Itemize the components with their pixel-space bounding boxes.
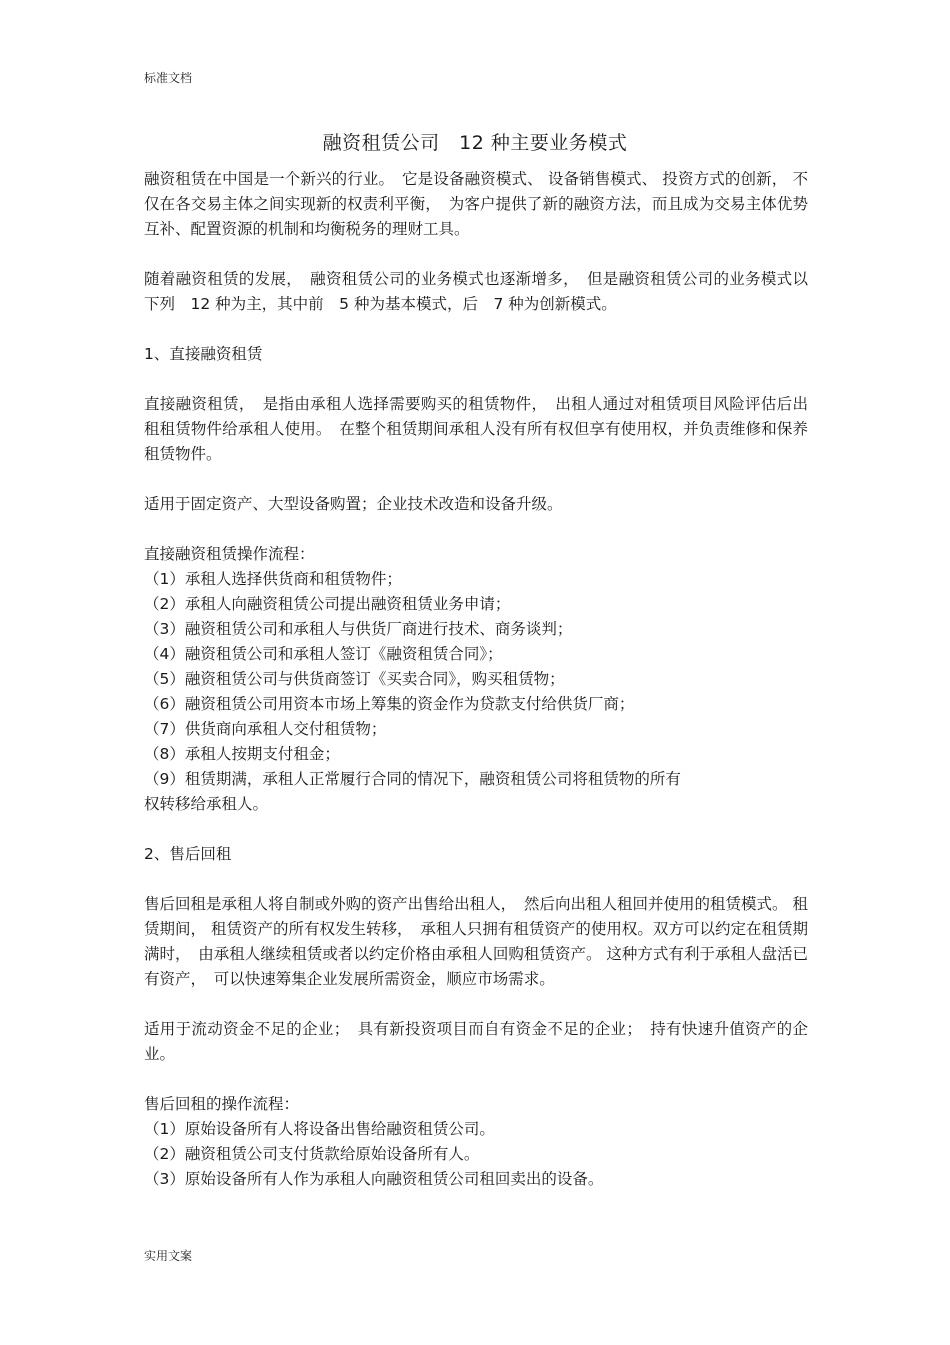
step-item bbox=[144, 1142, 808, 1167]
step-label: （1） bbox=[144, 1120, 185, 1138]
step-label: （3） bbox=[144, 620, 185, 638]
step-item bbox=[144, 692, 808, 717]
step-item bbox=[144, 667, 808, 692]
step-item bbox=[144, 717, 808, 742]
footer-note: 实用文案 bbox=[144, 1249, 193, 1263]
section-2-process-title: 售后回租的操作流程： bbox=[144, 1095, 300, 1113]
section-1-definition: 直接融资租赁， 是指由承租人选择需要购买的租赁物件， 出租人通过对租赁项目风险评估后出租租赁物件给承租人使用。 在整个租赁期间承租人没有所有权但享有使用权，并负责维修和保养租赁物件。 bbox=[144, 395, 808, 463]
step-text: 原始设备所有人将设备出售给融资租赁公司。 bbox=[184, 1120, 495, 1138]
section-2-definition: 售后回租是承租人将自制或外购的资产出售给出租人， 然后向出租人租回并使用的租赁模式。 租赁期间， 租赁资产的所有权发生转移， 承租人只拥有租赁资产的使用权。双方可以约定在租赁期满时， 由承租人继续租赁或者以约定价格由承租人回购租赁资产。 这种方式有利于承租人盘活已有资产， 可以快速筹集企业发展所需资金，顺应市场需求。 bbox=[144, 895, 808, 988]
step-item bbox=[144, 592, 808, 617]
section-2-applicable: 适用于流动资金不足的企业； 具有新投资项目而自有资金不足的企业； 持有快速升值资产的企业。 bbox=[144, 1020, 808, 1063]
step-item bbox=[144, 1167, 808, 1192]
step-text: 融资租赁公司支付货款给原始设备所有人。 bbox=[184, 1145, 480, 1163]
step-text: 租赁期满，承租人正常履行合同的情况下，融资租赁公司将租赁物的所有 bbox=[184, 770, 681, 788]
step-label: （8） bbox=[144, 745, 185, 763]
step-9-continuation: 权转移给承租人。 bbox=[144, 795, 269, 813]
step-label: （7） bbox=[144, 720, 185, 738]
step-text: 融资租赁公司与供货商签订《买卖合同》，购买租赁物； bbox=[184, 670, 565, 688]
step-text: 融资租赁公司用资本市场上筹集的资金作为贷款支付给供货厂商； bbox=[184, 695, 635, 713]
intro-paragraph-1: 融资租赁在中国是一个新兴的行业。 它是设备融资模式、 设备销售模式、 投资方式的创新， 不仅在各交易主体之间实现新的权责利平衡， 为客户提供了新的融资方法，而且成为交易主体优势互补、配置资源的机制和均衡税务的理财工具。 bbox=[144, 170, 808, 238]
step-label: （5） bbox=[144, 670, 185, 688]
document-body bbox=[144, 167, 808, 1192]
section-1-heading: 1、直接融资租赁 bbox=[144, 345, 263, 363]
step-text: 融资租赁公司和承租人与供货厂商进行技术、商务谈判； bbox=[184, 620, 573, 638]
step-item bbox=[144, 617, 808, 642]
step-label: （9） bbox=[144, 770, 185, 788]
step-label: （6） bbox=[144, 695, 185, 713]
step-text: 供货商向承租人交付租赁物； bbox=[184, 720, 387, 738]
section-1-process-title: 直接融资租赁操作流程： bbox=[144, 545, 315, 563]
step-item bbox=[144, 642, 808, 667]
step-item bbox=[144, 742, 808, 767]
step-label: （3） bbox=[144, 1170, 185, 1188]
step-text: 承租人向融资租赁公司提出融资租赁业务申请； bbox=[184, 595, 511, 613]
step-text: 原始设备所有人作为承租人向融资租赁公司租回卖出的设备。 bbox=[184, 1170, 604, 1188]
step-text: 融资租赁公司和承租人签订《融资租赁合同》； bbox=[184, 645, 503, 663]
step-text: 承租人按期支付租金； bbox=[184, 745, 340, 763]
document-title: 融资租赁公司 12 种主要业务模式 bbox=[322, 132, 628, 154]
section-1-steps bbox=[144, 567, 808, 817]
step-item bbox=[144, 767, 808, 792]
step-item bbox=[144, 567, 808, 592]
step-label: （2） bbox=[144, 1145, 185, 1163]
section-2-steps bbox=[144, 1117, 808, 1192]
section-1-applicable: 适用于固定资产、大型设备购置；企业技术改造和设备升级。 bbox=[144, 495, 563, 513]
step-item bbox=[144, 1117, 808, 1142]
intro-paragraph-2: 随着融资租赁的发展， 融资租赁公司的业务模式也逐渐增多， 但是融资租赁公司的业务模式以下列 12 种为主，其中前 5 种为基本模式，后 7 种为创新模式。 bbox=[144, 270, 808, 313]
section-2-heading: 2、售后回租 bbox=[144, 845, 232, 863]
step-label: （2） bbox=[144, 595, 185, 613]
step-label: （4） bbox=[144, 645, 185, 663]
step-text: 承租人选择供货商和租赁物件； bbox=[184, 570, 402, 588]
step-label: （1） bbox=[144, 570, 185, 588]
header-note: 标准文档 bbox=[144, 71, 193, 85]
